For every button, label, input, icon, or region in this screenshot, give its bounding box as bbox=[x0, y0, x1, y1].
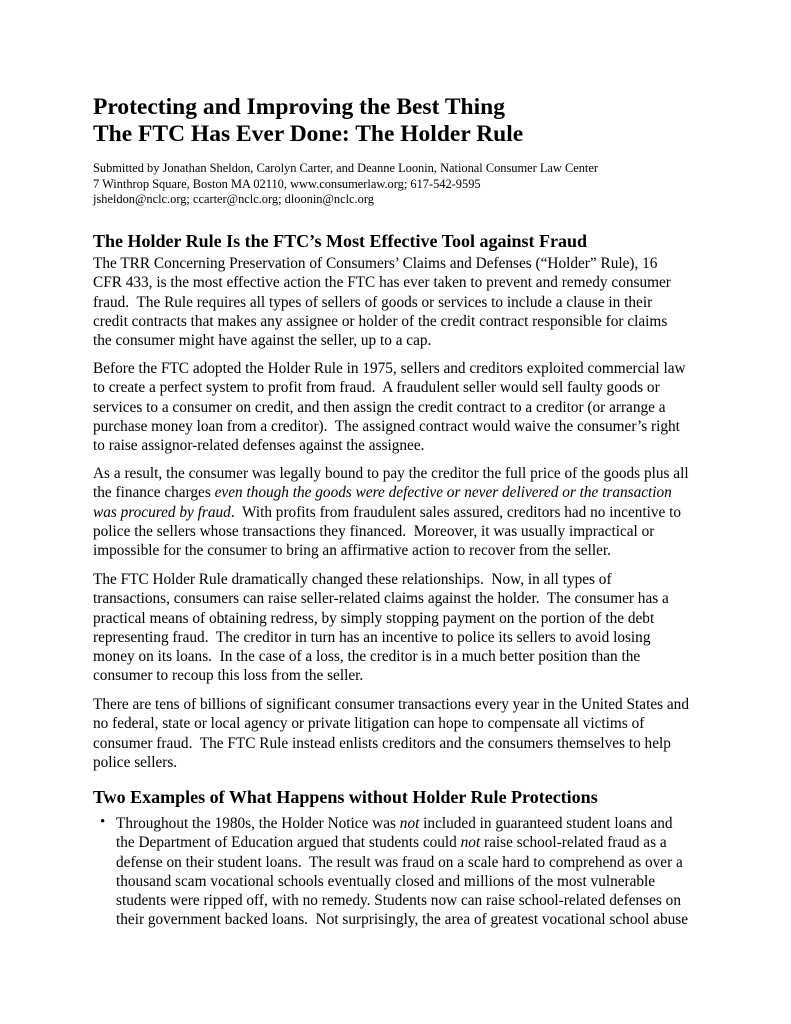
title-line: Protecting and Improving the Best Thing bbox=[93, 94, 505, 120]
text-segment: defense on their student loans. The result was fraud on a scale hard to comprehend as over a bbox=[116, 853, 683, 871]
text-segment: impossible for the consumer to bring an affirmative action to recover from the seller. bbox=[93, 542, 611, 560]
text-line bbox=[116, 910, 688, 929]
text-segment: the finance charges bbox=[93, 484, 215, 502]
paragraph bbox=[93, 570, 669, 686]
text-line bbox=[93, 734, 689, 753]
bullet-item bbox=[116, 814, 688, 930]
text-segment: thousand scam vocational schools eventually closed and millions of the most vulnerable bbox=[116, 872, 656, 890]
text-segment: Before the FTC adopted the Holder Rule in 1975, sellers and creditors exploited commercial law bbox=[93, 360, 686, 377]
address: 7 Winthrop Square, Boston MA 02110, www.consumerlaw.org; 617-542-9595 bbox=[93, 176, 481, 191]
text-segment: money on its loans. In the case of a loss, the creditor is in a much better position than the bbox=[93, 648, 641, 666]
text-line bbox=[93, 331, 671, 350]
text-line bbox=[93, 417, 686, 436]
text-line bbox=[93, 541, 689, 560]
paragraph bbox=[93, 695, 689, 772]
text-segment: to raise assignor-related defenses against the assignee. bbox=[93, 437, 425, 455]
text-line bbox=[93, 254, 671, 273]
text-segment: There are tens of billions of significant consumer transactions every year in the United States and bbox=[93, 696, 689, 713]
text-line bbox=[93, 570, 669, 589]
document-title bbox=[93, 94, 523, 148]
text-segment: As a result, the consumer was legally bound to pay the creditor the full price of the goods plus all bbox=[93, 465, 689, 482]
text-line bbox=[93, 628, 669, 647]
text-segment: no federal, state or local agency or private litigation can hope to compensate all victims of bbox=[93, 715, 645, 733]
text-line bbox=[93, 273, 671, 292]
text-line bbox=[93, 714, 689, 733]
text-segment: police sellers. bbox=[93, 753, 178, 771]
text-segment: students were ripped off, with no remedy. Students now can raise school-related defenses on bbox=[116, 892, 681, 910]
text-segment: consumer to recoup this loss from the seller. bbox=[93, 667, 364, 685]
text-line bbox=[93, 589, 669, 608]
italic-text: was procured by fraud bbox=[93, 503, 231, 521]
paragraph bbox=[93, 464, 689, 560]
text-line bbox=[116, 814, 688, 833]
text-line bbox=[116, 833, 688, 852]
text-line bbox=[93, 695, 689, 714]
text-line bbox=[93, 359, 686, 378]
text-segment: police the sellers whose transactions they financed. Moreover, it was usually impractical or bbox=[93, 522, 655, 540]
text-segment: services to a consumer on credit, and then assign the credit contract to a creditor (or arrange a bbox=[93, 398, 666, 416]
text-line bbox=[116, 872, 688, 891]
text-segment: representing fraud. The creditor in turn has an incentive to police its sellers to avoid losing bbox=[93, 628, 651, 646]
text-line bbox=[93, 312, 671, 331]
italic-text: not bbox=[460, 834, 481, 852]
text-line bbox=[93, 398, 686, 417]
text-line bbox=[93, 293, 671, 312]
text-segment: practical means of obtaining redress, by simply stopping payment on the portion of the debt bbox=[93, 609, 655, 627]
text-segment: The FTC Holder Rule dramatically changed these relationships. Now, in all types of bbox=[93, 571, 612, 588]
section-heading-2: Two Examples of What Happens without Holder Rule Protections bbox=[93, 787, 598, 807]
text-line bbox=[93, 609, 669, 628]
text-line bbox=[93, 666, 669, 685]
text-line bbox=[93, 647, 669, 666]
text-line bbox=[93, 378, 686, 397]
text-segment: the Department of Education argued that students could bbox=[116, 834, 461, 852]
paragraph bbox=[93, 254, 671, 350]
paragraph bbox=[93, 359, 686, 455]
author-info bbox=[93, 161, 598, 208]
text-segment: the consumer might have against the seller, up to a cap. bbox=[93, 332, 432, 350]
text-line bbox=[93, 483, 689, 502]
text-segment: purchase money loan from a creditor). The assigned contract would waive the consumer’s right bbox=[93, 417, 680, 435]
text-segment: The TRR Concerning Preservation of Consumers’ Claims and Defenses (“Holder” Rule), 16 bbox=[93, 255, 658, 272]
italic-text: not bbox=[399, 815, 420, 832]
text-line bbox=[116, 853, 688, 872]
section-heading-1: The Holder Rule Is the FTC’s Most Effective Tool against Fraud bbox=[93, 231, 587, 251]
text-line bbox=[93, 522, 689, 541]
bullet-icon: • bbox=[100, 814, 106, 830]
text-line bbox=[93, 753, 689, 772]
title-line: The FTC Has Ever Done: The Holder Rule bbox=[93, 121, 524, 147]
text-line bbox=[93, 436, 686, 455]
text-line bbox=[93, 464, 689, 483]
italic-text: even though the goods were defective or never delivered or the transaction bbox=[214, 484, 672, 502]
text-line bbox=[116, 891, 688, 910]
text-segment: to create a perfect system to profit from fraud. A fraudulent seller would sell faulty goods or bbox=[93, 379, 660, 397]
text-line bbox=[93, 503, 689, 522]
text-segment: included in guaranteed student loans and bbox=[419, 815, 673, 832]
emails: jsheldon@nclc.org; ccarter@nclc.org; dloonin@nclc.org bbox=[93, 192, 374, 206]
text-segment: raise school-related fraud as a bbox=[480, 834, 667, 852]
text-segment: their government backed loans. Not surprisingly, the area of greatest vocational school abuse bbox=[116, 911, 689, 929]
text-segment: Throughout the 1980s, the Holder Notice was bbox=[116, 815, 400, 832]
text-segment: transactions, consumers can raise seller-related claims against the holder. The consumer has a bbox=[93, 590, 669, 608]
text-segment: credit contracts that makes any assignee or holder of the credit contract responsible for claims bbox=[93, 312, 668, 330]
authors: Submitted by Jonathan Sheldon, Carolyn Carter, and Deanne Loonin, National Consumer Law Center bbox=[93, 161, 599, 175]
text-segment: . With profits from fraudulent sales assured, creditors had no incentive to bbox=[230, 503, 682, 521]
text-segment: fraud. The Rule requires all types of sellers of goods or services to include a clause in their bbox=[93, 293, 653, 311]
text-segment: consumer fraud. The FTC Rule instead enlists creditors and the consumers themselves to help bbox=[93, 734, 671, 752]
text-segment: CFR 433, is the most effective action the FTC has ever taken to prevent and remedy consumer bbox=[93, 274, 671, 292]
